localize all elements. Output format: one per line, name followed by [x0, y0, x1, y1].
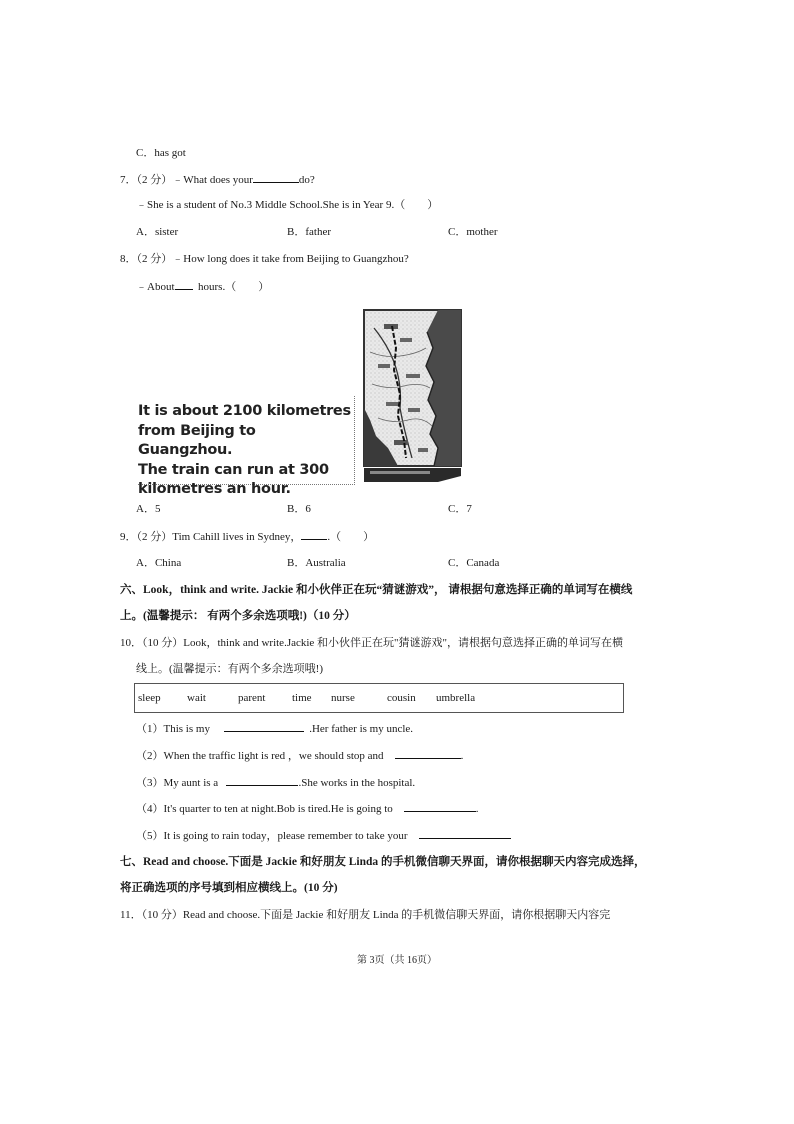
q10-item-text: .She works in the hospital. [298, 777, 416, 789]
q7-question-suffix: do? [298, 174, 315, 186]
note-line: from Beijing to Guangzhou. [138, 422, 256, 458]
q8-option-a: A．5 [136, 503, 161, 515]
section7-heading-line1: 七、Read and choose.下面是 Jackie 和好朋友 Linda 的手机微信聊天界面，请你根据聊天内容完成选择， [120, 856, 646, 868]
page-number-footer: 第 3页（共 16页） [357, 955, 437, 966]
q11-instruction-line1: 11．（10 分）Read and choose.下面是 Jackie 和好朋友 Linda 的手机微信聊天界面，请你根据聊天内容完 [120, 909, 611, 921]
q10-item-blank [404, 801, 476, 812]
q10-item-text: （1）This is my [136, 723, 210, 735]
q6-option-c: C．has got [136, 147, 186, 159]
distance-note [138, 402, 352, 497]
word-bank-item: time [292, 692, 312, 704]
q10-item-text: （5）It is going to rain today，please remember to take your [136, 830, 408, 842]
note-line: It is about 2100 kilometres [138, 403, 351, 419]
word-bank-item: cousin [387, 692, 416, 704]
q8-option-b: B．6 [287, 503, 311, 515]
q10-item-text: （2）When the traffic light is red ，we should stop and [136, 750, 384, 762]
q10-item-text: . [460, 750, 464, 762]
q10-item-blank [226, 775, 298, 786]
q8-answer-prefix: ﹣About [136, 281, 175, 293]
q7-option-a: A．sister [136, 226, 179, 238]
q8-question: 8．（2 分）﹣How long does it take from Beijing to Guangzhou? [120, 253, 409, 265]
section6-heading-line1: 六、Look，think and write. Jackie 和小伙伴正在玩“猜谜游戏”， 请根据句意选择正确的单词写在横线 [120, 584, 633, 596]
note-line: kilometres an hour. [138, 481, 291, 497]
note-line: The train can run at 300 [138, 461, 329, 478]
q9-question [120, 529, 374, 544]
q10-item-2 [136, 748, 463, 763]
q7-option-c: C．mother [448, 226, 498, 238]
word-bank-item: nurse [331, 692, 355, 704]
q9-question-prefix: 9．（2 分）Tim Cahill lives in Sydney， [120, 531, 302, 543]
q7-option-b: B．father [287, 226, 331, 238]
q9-option-c: C．Canada [448, 557, 500, 569]
q10-item-1 [136, 721, 413, 736]
q8-answer-line [136, 279, 269, 294]
q7-question [120, 172, 315, 187]
q10-item-text: . [475, 803, 479, 815]
word-bank-box [134, 683, 624, 713]
q10-instruction-line2: 线上。(温馨提示：有两个多余选项哦!) [136, 663, 323, 675]
word-bank-item: parent [238, 692, 266, 704]
q8-answer-blank [175, 279, 193, 290]
q10-item-blank [395, 748, 461, 759]
word-bank-item: sleep [138, 692, 161, 704]
q10-item-text: （3）My aunt is a [136, 777, 219, 789]
q8-figure [138, 308, 464, 497]
word-bank-item: umbrella [436, 692, 476, 704]
q10-item-5 [136, 828, 511, 843]
q8-answer-suffix: hours.（ ） [198, 281, 270, 293]
q10-item-text: （4）It's quarter to ten at night.Bob is tired.He is going to [136, 803, 393, 815]
section7-heading-line2: 将正确选项的序号填到相应横线上。(10 分) [120, 882, 338, 894]
q10-instruction-line1: 10．（10 分）Look，think and write.Jackie 和小伙伴正在玩"猜谜游戏"，请根据句意选择正确的单词写在横 [120, 637, 624, 649]
q10-item-4 [136, 801, 479, 816]
q10-item-blank [224, 721, 304, 732]
q7-answer-line: ﹣She is a student of No.3 Middle School.She is in Year 9.（ ） [136, 199, 439, 211]
q9-question-suffix: .（ ） [327, 531, 375, 543]
word-bank-item: wait [187, 692, 206, 704]
q7-answer-blank [253, 172, 299, 183]
q7-question-prefix: 7．（2 分）﹣What does your [120, 174, 253, 186]
q9-option-a: A．China [136, 557, 182, 569]
q10-item-blank [419, 828, 511, 839]
q10-item-3 [136, 775, 415, 790]
section6-heading-line2: 上。(温馨提示： 有两个多余选项哦!)（10 分） [120, 610, 356, 622]
q9-option-b: B．Australia [287, 557, 346, 569]
q10-item-text: .Her father is my uncle. [309, 723, 414, 735]
q9-answer-blank [301, 529, 327, 540]
q8-option-c: C．7 [448, 503, 472, 515]
